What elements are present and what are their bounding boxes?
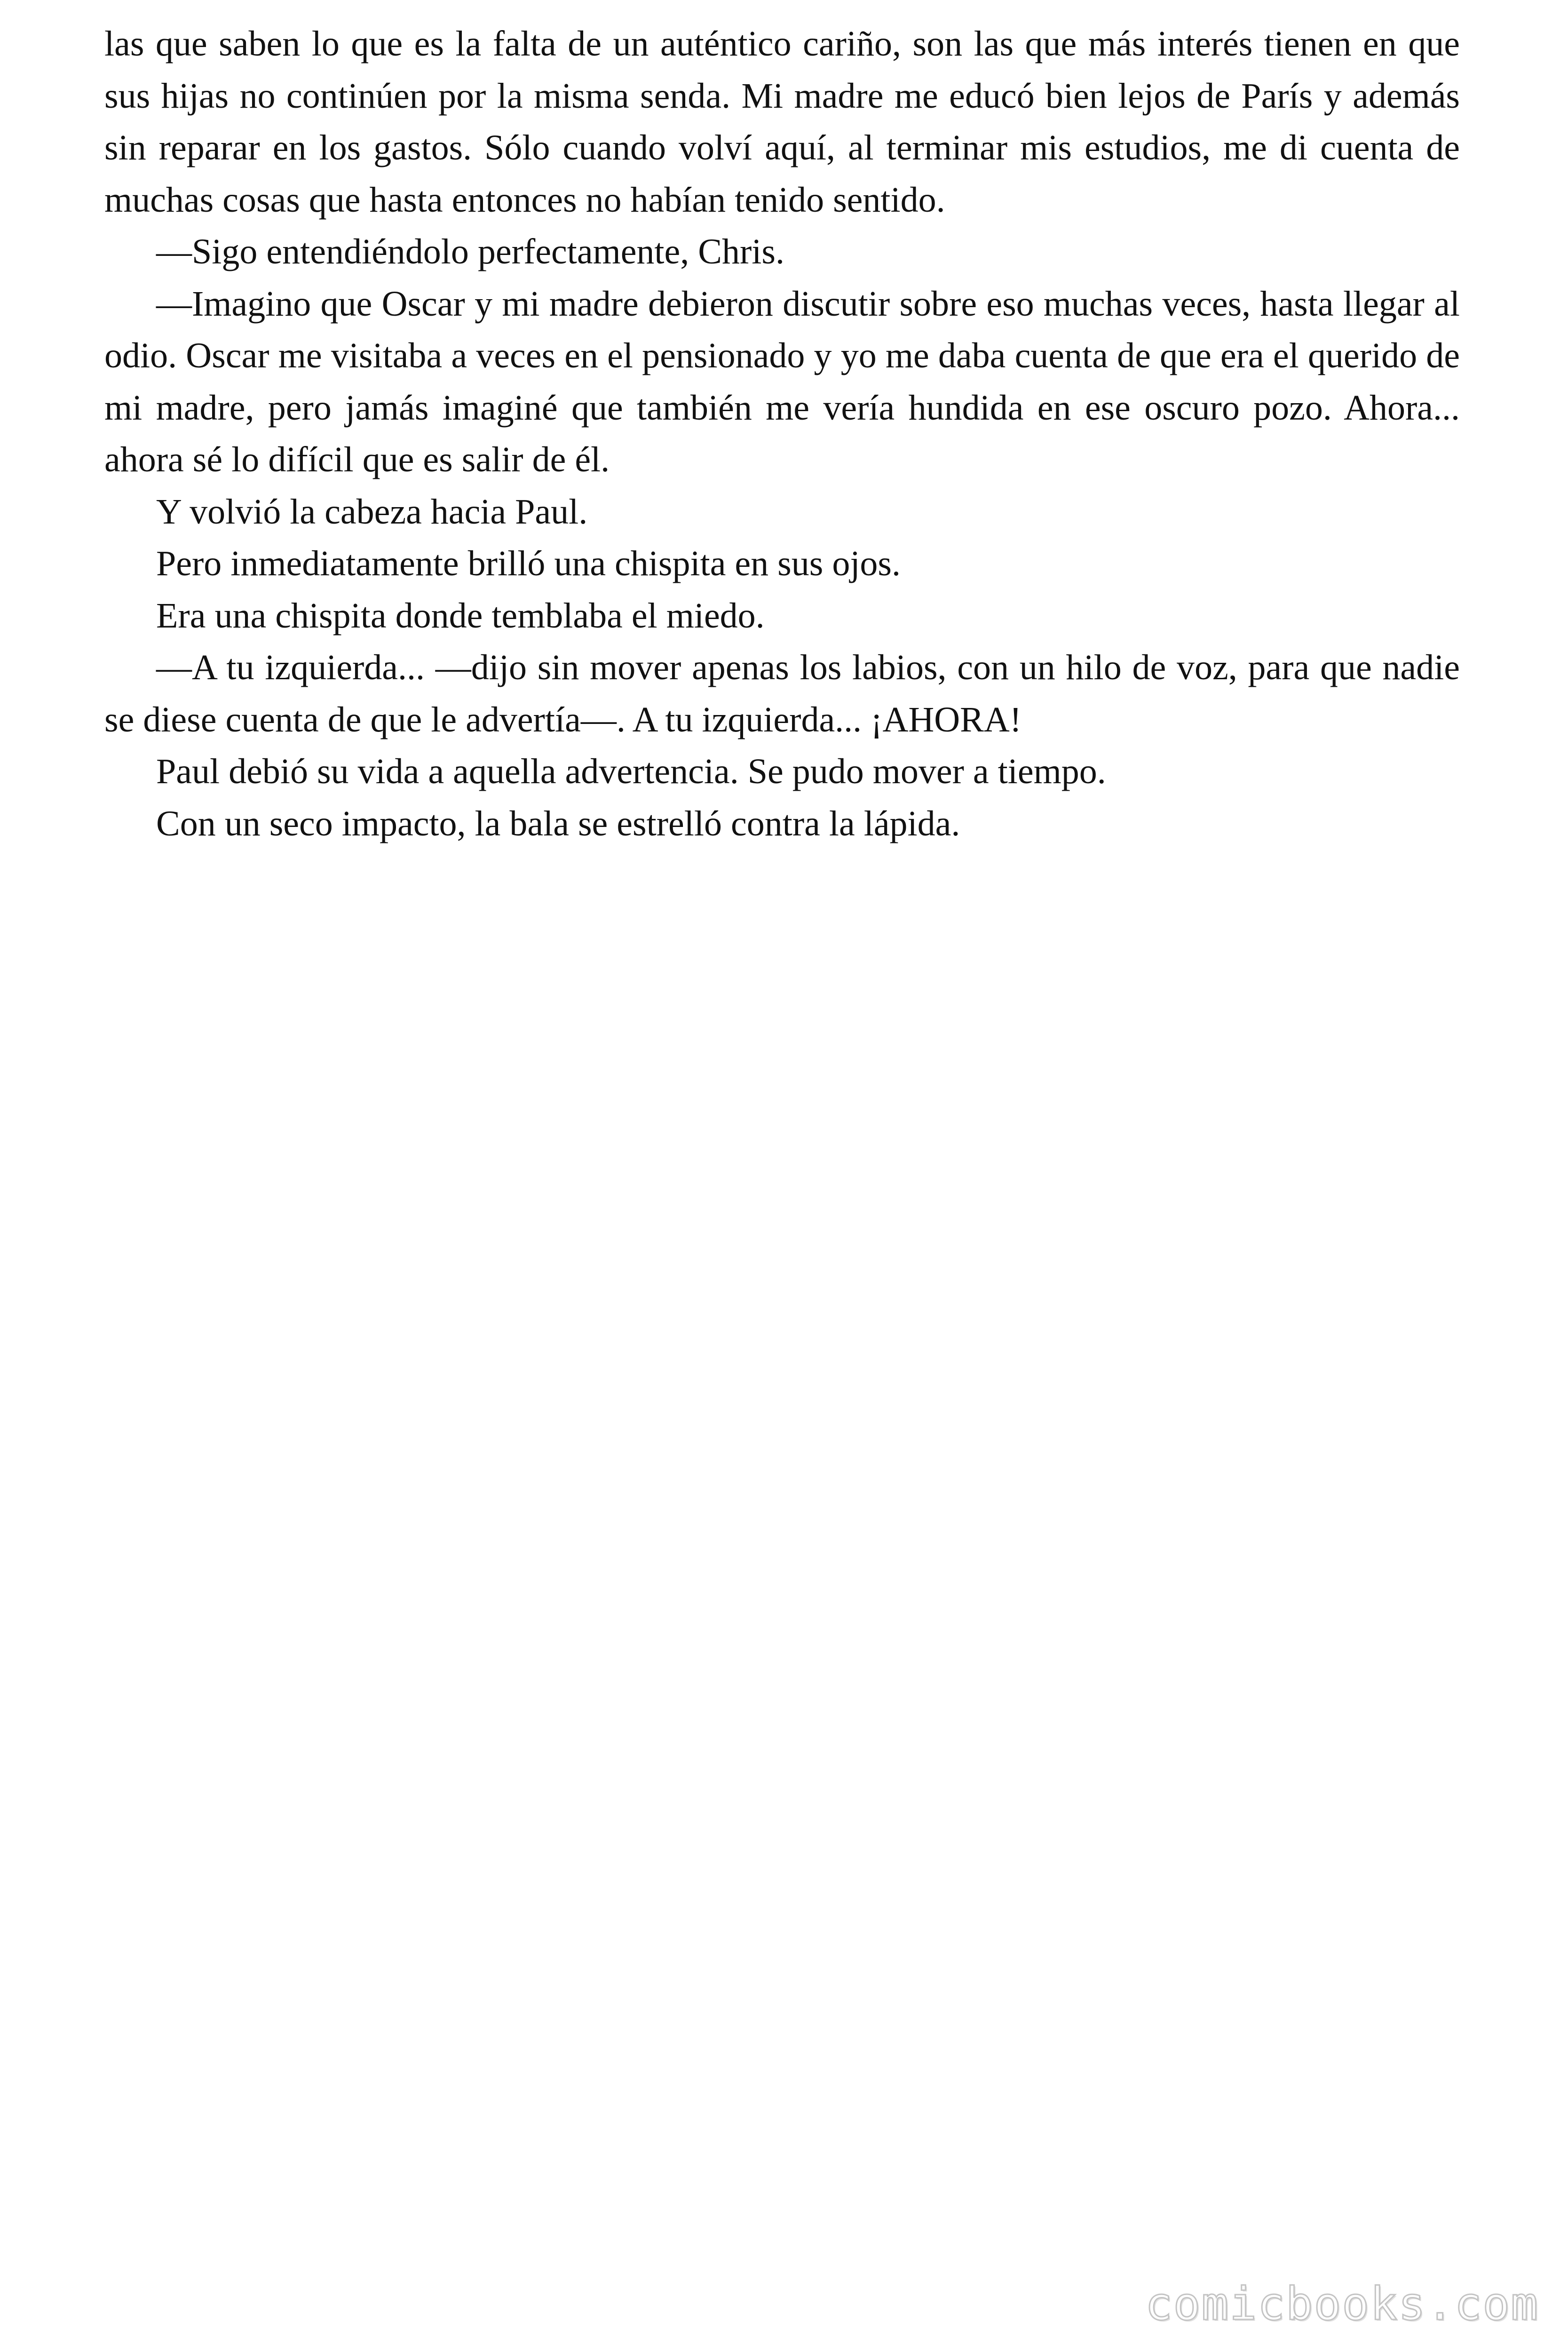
page-text <box>104 18 1460 850</box>
paragraph-3: —Imagino que Oscar y mi madre debieron discutir sobre eso muchas veces, hasta llegar al odio. Oscar me visitaba a veces en el pensionado y yo me daba cuenta de que era el querido de mi madre, pero jamás imaginé que también me vería hundida en ese oscuro pozo. Ahora... ahora sé lo difícil que es salir de él. <box>104 284 1460 479</box>
paragraph-7: —A tu izquierda... —dijo sin mover apenas los labios, con un hilo de voz, para que nadie se diese cuenta de que le advertía—. A tu izquierda... ¡AHORA! <box>104 648 1460 739</box>
paragraph-9: Con un seco impacto, la bala se estrelló contra la lápida. <box>156 803 960 843</box>
paragraph-6: Era una chispita donde temblaba el miedo. <box>156 596 765 636</box>
watermark: comicbooks.com <box>1145 2278 1539 2330</box>
paragraph-4: Y volvió la cabeza hacia Paul. <box>156 492 588 532</box>
paragraph-5: Pero inmediatamente brilló una chispita en sus ojos. <box>156 544 901 583</box>
paragraph-1: las que saben lo que es la falta de un auténtico cariño, son las que más interés tienen en que sus hijas no continúen por la misma senda. Mi madre me educó bien lejos de París y además sin reparar en los gastos. Sólo cuando volví aquí, al terminar mis estudios, me di cuenta de muchas cosas que hasta entonces no habían tenido sentido. <box>104 24 1460 220</box>
paragraph-2: —Sigo entendiéndolo perfectamente, Chris. <box>156 232 784 271</box>
paragraph-8: Paul debió su vida a aquella advertencia. Se pudo mover a tiempo. <box>156 752 1106 791</box>
